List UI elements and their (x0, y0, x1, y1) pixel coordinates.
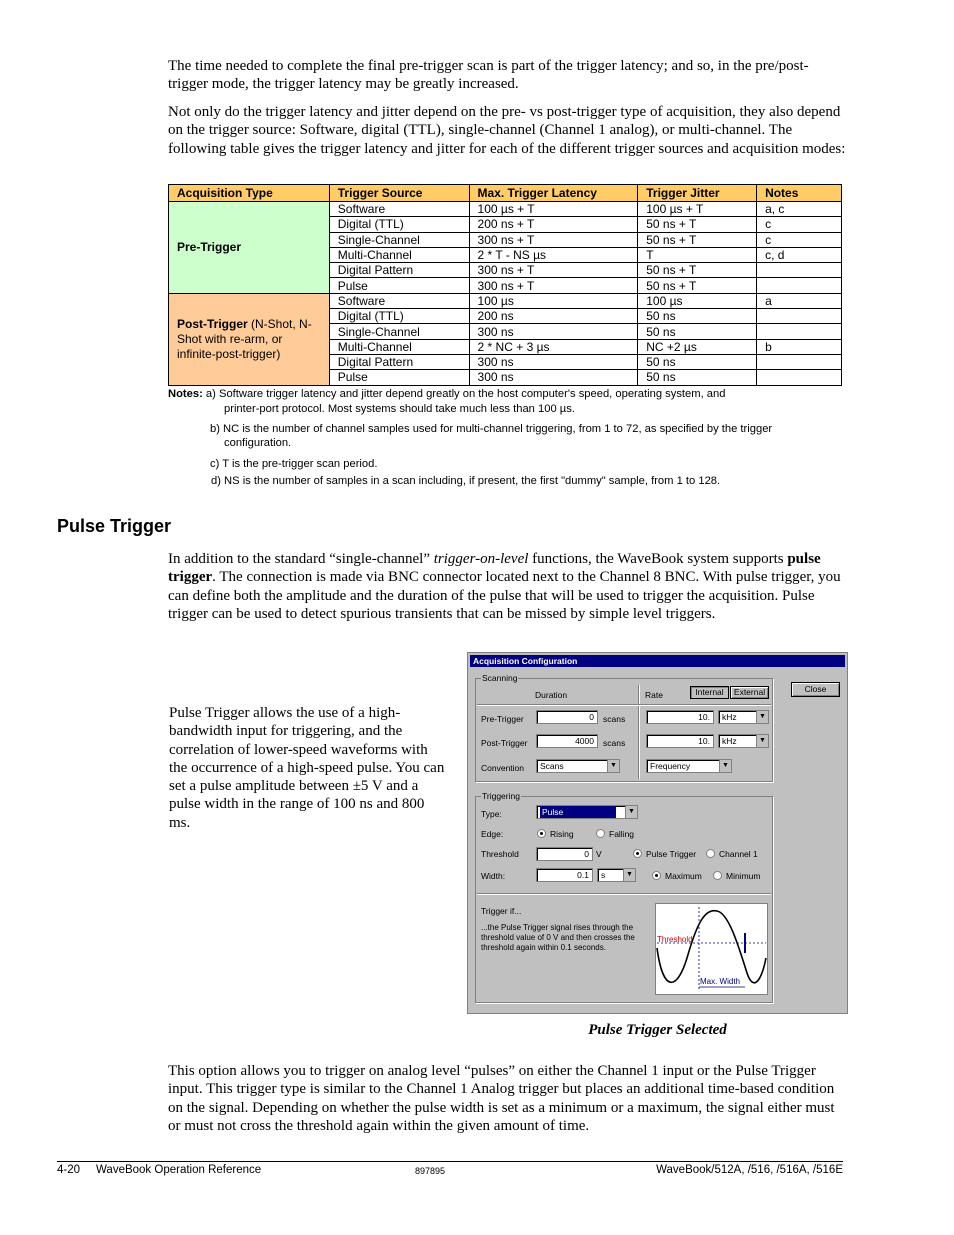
table-cell: 300 ns + T (469, 263, 638, 278)
table-cell: 200 ns (469, 309, 638, 324)
post-rate-unit-value: kHz (722, 736, 737, 746)
minimum-radio[interactable] (713, 871, 722, 880)
table-header: Notes (757, 185, 842, 202)
pre-trigger-cell: Pre-Trigger (169, 202, 330, 294)
p1-text-b: functions, the WaveBook system supports (528, 551, 788, 567)
table-cell: 2 * T - NS µs (469, 247, 638, 262)
table-cell: 2 * NC + 3 µs (469, 339, 638, 354)
minimum-label: Minimum (726, 871, 761, 881)
channel1-label: Channel 1 (719, 849, 758, 859)
table-cell: 50 ns (638, 324, 757, 339)
chevron-down-icon: ▼ (625, 806, 637, 818)
table-cell: Digital (TTL) (329, 217, 469, 232)
table-cell: c, d (757, 247, 842, 262)
internal-button[interactable]: Internal (690, 686, 729, 699)
post-trigger-label: Post-Trigger (177, 316, 248, 331)
table-row (169, 293, 842, 308)
table-cell: 100 µs (469, 293, 638, 308)
table-cell: 50 ns (638, 354, 757, 369)
table-cell: Software (329, 293, 469, 308)
pre-rate-input[interactable]: 10. (646, 710, 714, 724)
chevron-down-icon: ▼ (719, 760, 731, 772)
chevron-down-icon: ▼ (756, 711, 768, 723)
pre-rate-unit-select[interactable] (718, 710, 769, 724)
scans-unit: scans (603, 738, 626, 748)
footer-rule (57, 1161, 843, 1162)
table-cell: 300 ns (469, 354, 638, 369)
channel1-radio[interactable] (706, 849, 715, 858)
notes-label: Notes: (168, 388, 203, 400)
pretrigger-input[interactable]: 0 (536, 710, 598, 724)
table-header: Acquisition Type (169, 185, 330, 202)
post-rate-unit-select[interactable] (718, 734, 769, 748)
table-cell: 300 ns (469, 324, 638, 339)
type-label: Type: (481, 809, 502, 819)
note-a-text-2: printer-port protocol. Most systems should take much less than 100 µs. (224, 403, 575, 415)
table-cell (757, 278, 842, 293)
maximum-label: Maximum (665, 871, 702, 881)
footer-doc-code: 897895 (415, 1166, 446, 1176)
pulse-trigger-radio[interactable] (633, 849, 642, 858)
falling-radio[interactable] (596, 829, 605, 838)
table-cell: 100 µs + T (638, 202, 757, 217)
rate-label: Rate (645, 690, 663, 700)
table-cell: Software (329, 202, 469, 217)
trigger-type-select[interactable] (536, 805, 638, 819)
table-cell (757, 354, 842, 369)
section-paragraph-1 (168, 550, 848, 623)
table-cell: 100 µs (638, 293, 757, 308)
p1-italic: trigger-on-level (433, 551, 529, 567)
table-cell: Single-Channel (329, 324, 469, 339)
convention-label: Convention (481, 763, 525, 773)
note-c: c) T is the pre-trigger scan period. (210, 458, 378, 470)
trigger-type-value: Pulse (540, 806, 616, 818)
convention-value: Scans (540, 761, 564, 771)
footer-doc-title: WaveBook Operation Reference (96, 1164, 262, 1176)
table-cell (757, 324, 842, 339)
table-cell: a (757, 293, 842, 308)
table-cell: 50 ns + T (638, 232, 757, 247)
falling-label: Falling (609, 829, 635, 839)
table-cell: 50 ns + T (638, 278, 757, 293)
note-d: d) NS is the number of samples in a scan including, if present, the first "dummy" sample, from 1 to 128. (211, 475, 721, 487)
figure-caption: Pulse Trigger Selected (588, 1022, 727, 1038)
divider (638, 685, 639, 779)
post-trigger-description: (N-Shot, N-Shot with re-arm, or infinite-post-trigger) (177, 316, 312, 361)
table-header: Trigger Jitter (638, 185, 757, 202)
width-unit-value: s (601, 870, 606, 880)
table-cell: Multi-Channel (329, 339, 469, 354)
table-cell: c (757, 217, 842, 232)
table-cell: 100 µs + T (469, 202, 638, 217)
dialog-title: Acquisition Configuration (470, 655, 845, 667)
table-cell: 50 ns (638, 370, 757, 385)
intro-paragraph-2: Not only do the trigger latency and jitter depend on the pre- vs post-trigger type of acquisition, they also depend on the trigger source: Software, digital (TTL), single-channel (Channel 1 analog), or multi-channel. The following table gives the trigger latency and jitter for each of the different trigger sources and acquisition modes: (168, 104, 846, 157)
table-cell: 300 ns (469, 370, 638, 385)
table-cell: Pulse (329, 370, 469, 385)
maximum-radio[interactable] (652, 871, 661, 880)
table-cell: c (757, 232, 842, 247)
rate-convention-select[interactable] (646, 759, 732, 773)
rising-label: Rising (550, 829, 574, 839)
section-title: Pulse Trigger (57, 516, 172, 536)
width-input[interactable]: 0.1 (536, 868, 593, 882)
table-cell: 50 ns + T (638, 217, 757, 232)
chevron-down-icon: ▼ (756, 735, 768, 747)
table-cell: T (638, 247, 757, 262)
table-cell: Single-Channel (329, 232, 469, 247)
acquisition-configuration-dialog (467, 652, 848, 1014)
p1-text-a: In addition to the standard “single-channel” (168, 551, 434, 567)
threshold-input[interactable]: 0 (536, 847, 593, 861)
table-cell (757, 370, 842, 385)
note-a-text-1: a) Software trigger latency and jitter depend greatly on the host computer's speed, operating system, and (205, 388, 726, 400)
table-cell: b (757, 339, 842, 354)
note-b-text-1: b) NC is the number of channel samples used for multi-channel triggering, from 1 to 72, as specified by the trigger (210, 423, 773, 435)
pretrigger-label: Pre-Trigger (481, 714, 524, 724)
table-cell: Pulse (329, 278, 469, 293)
rising-radio[interactable] (537, 829, 546, 838)
table-cell: NC +2 µs (638, 339, 757, 354)
posttrigger-label: Post-Trigger (481, 738, 528, 748)
duration-label: Duration (535, 690, 568, 700)
width-label: Width: (481, 871, 506, 881)
table-cell: 200 ns + T (469, 217, 638, 232)
table-cell: 50 ns + T (638, 263, 757, 278)
post-rate-input[interactable]: 10. (646, 734, 714, 748)
table-cell: Digital Pattern (329, 263, 469, 278)
threshold-label: Threshold (481, 849, 519, 859)
footer-models: WaveBook/512A, /516, /516A, /516E (656, 1164, 843, 1176)
graph-maxwidth-label: Max. Width (700, 977, 741, 986)
chevron-down-icon: ▼ (623, 869, 635, 881)
scans-unit: scans (603, 714, 626, 724)
trigger-description: ...the Pulse Trigger signal rises through the threshold value of 0 V and then crosses the threshold again within 0.1 seconds. (481, 923, 635, 952)
table-header: Trigger Source (329, 185, 469, 202)
note-b-text-2: configuration. (224, 437, 292, 449)
graph-threshold-label: Threshold (657, 935, 693, 944)
table-row (169, 202, 842, 217)
trigger-if-label: Trigger if... (481, 906, 522, 916)
edge-label: Edge: (481, 829, 504, 839)
footer-page: 4-20 (57, 1164, 81, 1176)
table-cell (757, 309, 842, 324)
pre-rate-unit-value: kHz (722, 712, 737, 722)
triggering-label: Triggering (482, 791, 520, 801)
chevron-down-icon: ▼ (607, 760, 619, 772)
p1-text-c: . The connection is made via BNC connector located next to the Channel 8 BNC. With pulse trigger, you can define both the amplitude and the duration of the pulse that will be used to trigger the acquisition. Pulse trigger can be used to detect spurious transients that can be missed by simple level triggers. (168, 569, 841, 622)
pulse-waveform-graph (655, 903, 768, 995)
table-header-row (169, 185, 842, 202)
table-cell: Digital (TTL) (329, 309, 469, 324)
note-a (168, 387, 725, 401)
width-unit-select[interactable] (597, 868, 636, 882)
divider (477, 893, 771, 894)
external-button[interactable]: External (730, 686, 769, 699)
pulse-trigger-label: Pulse Trigger (646, 849, 697, 859)
table-cell: Digital Pattern (329, 354, 469, 369)
intro-paragraph-1: The time needed to complete the final pre-trigger scan is part of the trigger latency; and so, in the pre/post-trigger mode, the trigger latency may be greatly increased. (168, 58, 809, 93)
convention-select[interactable] (536, 759, 620, 773)
scanning-label: Scanning (482, 673, 518, 683)
volts-unit: V (596, 849, 602, 859)
table-cell: 50 ns (638, 309, 757, 324)
divider (477, 704, 771, 705)
side-text: Pulse Trigger allows the use of a high-bandwidth input for triggering, and the correlation of lower-speed waveforms with the occurrence of a high-speed pulse. You can set a pulse amplitude between ±5 V and a pulse width in the range of 100 ns and 800 ms. (169, 705, 445, 831)
section-paragraph-2: This option allows you to trigger on analog level “pulses” on either the Channel 1 input or the Pulse Trigger input. This trigger type is similar to the Channel 1 Analog trigger but places an additional time-based condition on the signal. Depending on whether the pulse width is set as a minimum or a maximum, the signal either must or must not cross the threshold again within the given amount of time. (168, 1063, 835, 1134)
table-cell: 300 ns + T (469, 232, 638, 247)
table-cell: a, c (757, 202, 842, 217)
table-header: Max. Trigger Latency (469, 185, 638, 202)
p1-bold: pulse trigger (168, 551, 821, 586)
table-cell: 300 ns + T (469, 278, 638, 293)
rate-convention-value: Frequency (650, 761, 691, 771)
close-button[interactable]: Close (791, 682, 840, 697)
table-cell: Multi-Channel (329, 247, 469, 262)
trigger-latency-table (168, 184, 842, 386)
posttrigger-input[interactable]: 4000 (536, 734, 598, 748)
post-trigger-cell (169, 293, 330, 385)
table-cell (757, 263, 842, 278)
